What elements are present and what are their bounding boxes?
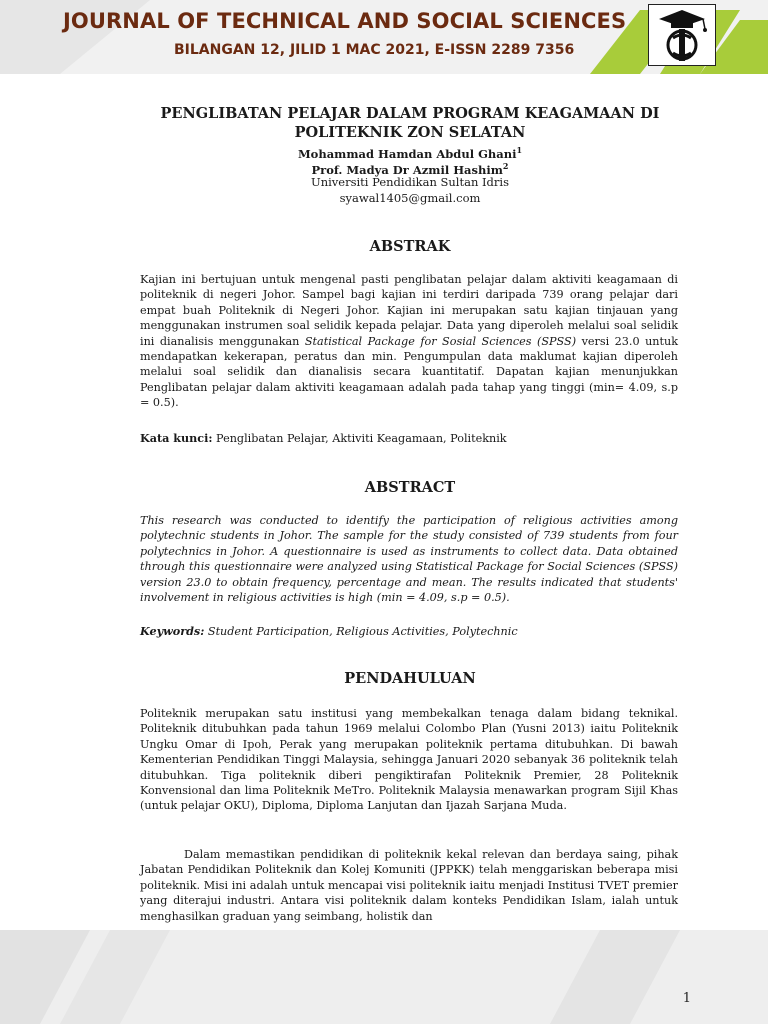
abstrak-text-b: versi 23.0 untuk mendapatkan kekerapan, peratus dan min. Pengumpulan data maklumat kajian diperoleh melalui soal selidik dan dianalisis secara kuantitatif. Dapatan kajian menunjukkan Penglibatan pelajar dalam aktiviti keagamaan adalah pada tahap yang tinggi (min= 4.09, s.p = 0.5). xyxy=(140,334,678,410)
abstrak-keywords-text: Penglibatan Pelajar, Aktiviti Keagamaan, Politeknik xyxy=(212,432,507,445)
pendahuluan-paragraph-2: Dalam memastikan pendidikan di politeknik kekal relevan dan berdaya saing, pihak Jabatan Pendidikan Politeknik dan Kolej Komuniti (JPPKK) telah menggariskan beberapa misi politeknik. Misi ini adalah untuk mencapai visi politeknik iaitu menjadi Institusi TVET premier yang diterajui industri. Antara visi politeknik dalam konteks Pendidikan Islam, ialah untuk menghasilkan graduan yang seimbang, holistik dan xyxy=(140,848,678,923)
author-email[interactable]: syawal1405@gmail.com xyxy=(339,191,481,205)
paper-title xyxy=(140,104,680,142)
author-1-superscript: 1 xyxy=(516,145,523,155)
footer-decoration xyxy=(0,930,768,1024)
author-2-name: Prof. Madya Dr Azmil Hashim xyxy=(311,162,503,177)
author-2-superscript: 2 xyxy=(502,161,509,171)
journal-title: JOURNAL OF TECHNICAL AND SOCIAL SCIENCES xyxy=(63,9,627,33)
journal-crest-icon xyxy=(648,4,716,66)
abstract-heading: ABSTRACT xyxy=(364,479,456,496)
affiliation: Universiti Pendidikan Sultan Idris xyxy=(311,175,509,189)
abstrak-keywords xyxy=(140,431,678,446)
page-number: 1 xyxy=(682,991,691,1006)
journal-header xyxy=(0,0,768,74)
abstract-keywords xyxy=(140,624,678,639)
abstrak-heading: ABSTRAK xyxy=(369,238,451,255)
abstrak-keywords-label: Kata kunci: xyxy=(140,431,213,445)
pendahuluan-paragraph-1: Politeknik merupakan satu institusi yang membekalkan tenaga dalam bidang teknikal. Politeknik ditubuhkan pada tahun 1969 melalui Colombo Plan (Yusni 2013) iaitu Politeknik Ungku Omar di Ipoh, Perak yang merupakan politeknik pertama ditubuhkan. Di bawah Kementerian Pendidikan Tinggi Malaysia, sehingga Januari 2020 sebanyak 36 politeknik telah ditubuhkan. Tiga politeknik diberi pengiktirafan Politeknik Premier, 28 Politeknik Konvensional dan lima Politeknik MeTro. Politeknik Malaysia menawarkan program Sijil Khas (untuk pelajar OKU), Diploma, Diploma Lanjutan dan Ijazah Sarjana Muda. xyxy=(140,707,678,813)
abstract-body: This research was conducted to identify the participation of religious activities among polytechnic students in Johor. The sample for the study consisted of 739 students from four polytechnics in Johor. A questionnaire is used as instruments to collect data. Data obtained through this questionnaire were analyzed using Statistical Package for Social Sciences (SPSS) version 23.0 to obtain frequency, percentage and mean. The results indicated that students' involvement in religious activities is high (min = 4.09, s.p = 0.5). xyxy=(140,514,678,605)
abstrak-text-a: Kajian ini bertujuan untuk mengenal pasti penglibatan pelajar dalam aktiviti keagamaan di politeknik di negeri Johor. Sampel bagi kajian ini terdiri daripada 739 orang pelajar dari empat buah Politeknik di Negeri Johor. Kajian ini merupakan satu kajian tinjauan yang menggunakan instrumen soal selidik kepada pelajar. Data yang diperoleh melalui soal selidik ini dianalisis menggunakan xyxy=(140,273,678,348)
author-1-name: Mohammad Hamdan Abdul Ghani xyxy=(297,146,517,161)
abstrak-text-italic: Statistical Package for Sosial Sciences (SPSS) xyxy=(304,334,577,348)
pendahuluan-heading: PENDAHULUAN xyxy=(344,670,476,687)
page-footer xyxy=(0,930,768,1024)
journal-issue-line: BILANGAN 12, JILID 1 MAC 2021, E-ISSN 2289 7356 xyxy=(174,42,575,58)
abstract-keywords-label: Keywords: xyxy=(140,624,205,638)
paper-title-line2: POLITEKNIK ZON SELATAN xyxy=(294,124,526,141)
abstrak-body xyxy=(140,272,678,411)
abstract-keywords-text: Student Participation, Religious Activities, Polytechnic xyxy=(204,625,518,638)
paper-title-line1: PENGLIBATAN PELAJAR DALAM PROGRAM KEAGAMAAN DI xyxy=(160,105,660,122)
